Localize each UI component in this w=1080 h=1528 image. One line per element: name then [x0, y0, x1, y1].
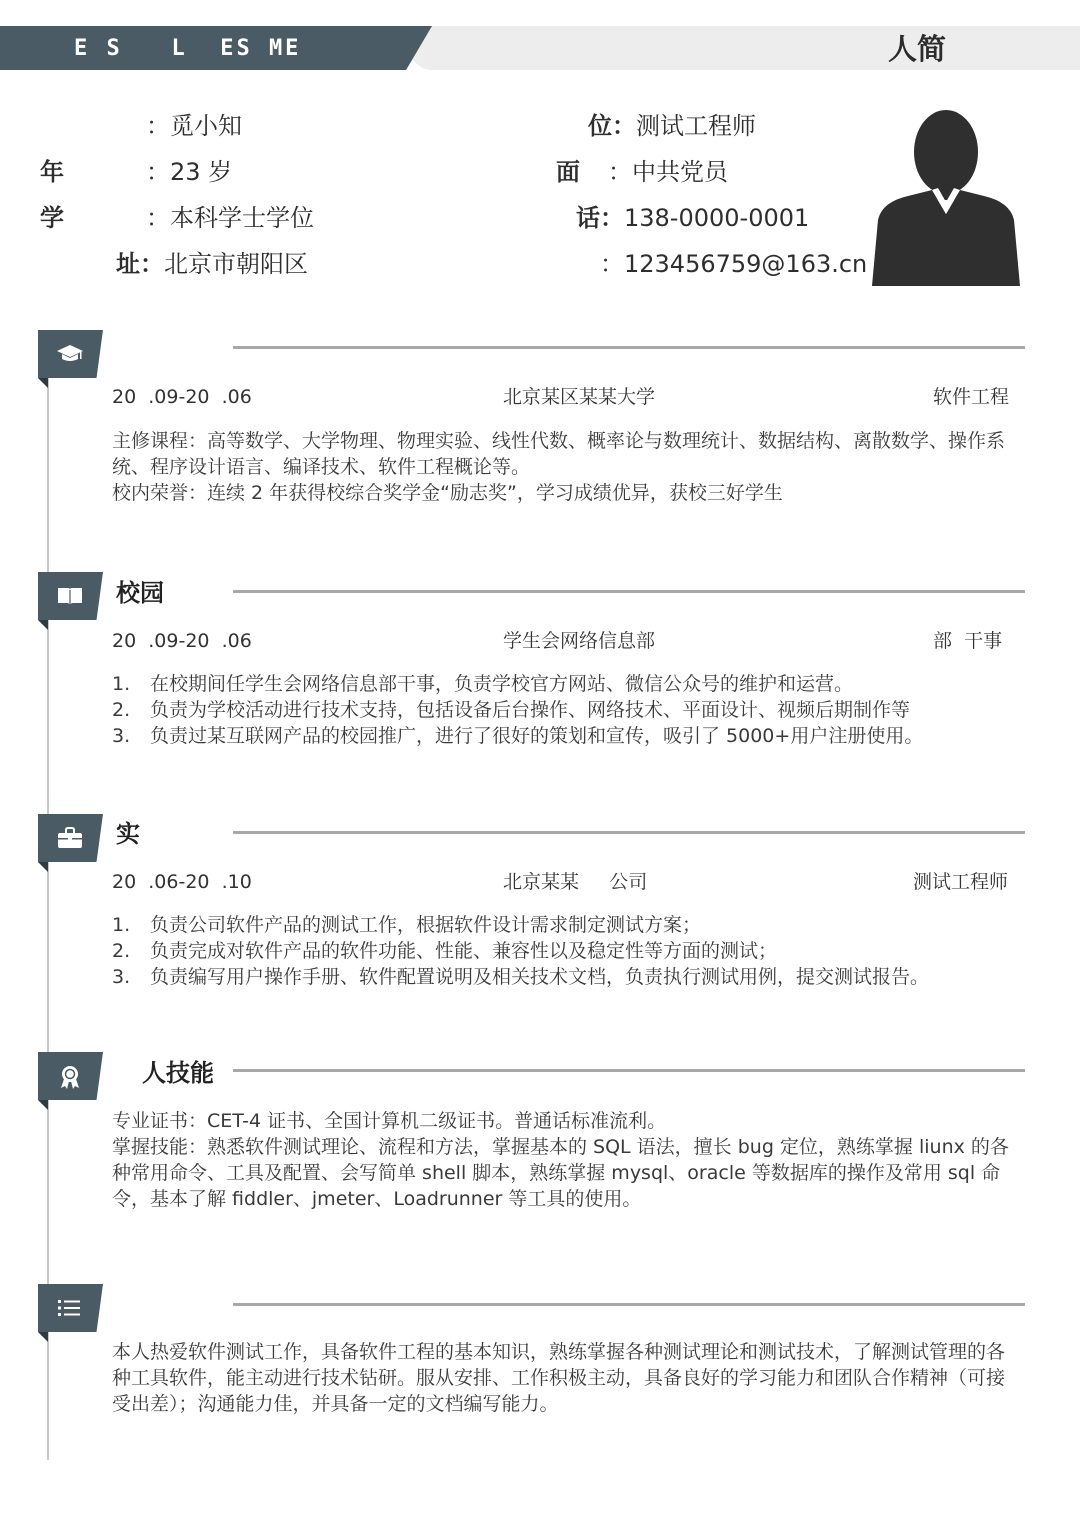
person-silhouette-icon [868, 102, 1024, 286]
profile-photo [868, 102, 1024, 286]
book-icon [56, 584, 84, 608]
internship-period: 20 .06-20 .10 [112, 871, 252, 893]
skills-rule [233, 1069, 1025, 1072]
skills-certificates: 专业证书：CET-4 证书、全国计算机二级证书。普通话标准流利。 [112, 1110, 667, 1132]
internship-title: 实 [116, 820, 140, 848]
internship-badge-tail [38, 862, 48, 872]
info-politics: ：中共党员 [608, 158, 728, 186]
list-item: 1. 在校期间任学生会网络信息部干事，负责学校官方网站、微信公众号的维护和运营。 [112, 673, 854, 695]
skills-abilities: 掌握技能：熟悉软件测试理论、流程和方法，掌握基本的 SQL 语法，擅长 bug 定位，熟练掌握 liunx 的各种常用命令、工具及配置、会写简单 shell 脚本，熟练掌握 mysql、oracle 等数据库的操作及常用 sql 命令，基本了解 fiddler、jmeter、Loadrunner 等工具的使用。 [112, 1136, 1009, 1210]
education-badge-tail [38, 378, 48, 388]
award-icon [56, 1064, 84, 1090]
education-badge [38, 330, 103, 378]
internship-duties-list [112, 912, 1022, 990]
list-item: 3. 负责编写用户操作手册、软件配置说明及相关技术文档，负责执行测试用例，提交测试报告。 [112, 966, 930, 988]
header-title-en: E S L ES ME [74, 36, 302, 61]
info-age-label: 年 [40, 158, 64, 186]
list-item: 2. 负责为学校活动进行技术支持，包括设备后台操作、网络技术、平面设计、视频后期制作等 [112, 699, 911, 721]
campus-org: 学生会网络信息部 [503, 630, 656, 652]
skills-title: 人技能 [142, 1059, 214, 1087]
skills-badge [38, 1052, 103, 1100]
education-rule [233, 346, 1025, 349]
internship-rule [233, 831, 1025, 834]
graduation-cap-icon [56, 342, 84, 366]
list-item: 3. 负责过某互联网产品的校园推广，进行了很好的策划和宣传，吸引了 5000+用户注册使用。 [112, 725, 924, 747]
info-name: ：觅小知 [146, 112, 242, 140]
education-courses: 主修课程：高等数学、大学物理、物理实验、线性代数、概率论与数理统计、数据结构、离散数学、操作系统、程序设计语言、编译技术、软件工程概论等。 [112, 430, 1006, 478]
campus-badge [38, 572, 103, 620]
info-position: 位：测试工程师 [588, 112, 756, 140]
education-honors: 校内荣誉：连续 2 年获得校综合奖学金“励志奖”，学习成绩优异，获校三好学生 [112, 482, 783, 504]
self-eval-badge [38, 1284, 103, 1332]
internship-badge [38, 814, 103, 862]
header-banner-right [410, 26, 1080, 70]
list-item: 2. 负责完成对软件产品的软件功能、性能、兼容性以及稳定性等方面的测试； [112, 940, 778, 962]
list-item: 1. 负责公司软件产品的测试工作，根据软件设计需求制定测试方案； [112, 914, 702, 936]
info-age: ：23 岁 [146, 158, 233, 186]
campus-title: 校园 [116, 579, 164, 607]
briefcase-icon [56, 826, 84, 850]
info-email: ：123456759@163.cn [600, 250, 868, 278]
internship-company: 北京某某 公司 [503, 871, 648, 893]
info-politics-label: 面 [556, 158, 580, 186]
self-eval-text: 本人热爱软件测试工作，具备软件工程的基本知识，熟练掌握各种测试理论和测试技术，了解测试管理的各种工具软件，能主动进行技术钻研。服从安排、工作积极主动，具备良好的学习能力和团队合作精神（可接受出差）；沟通能力佳，并具备一定的文档编写能力。 [112, 1341, 1006, 1415]
campus-period: 20 .09-20 .06 [112, 630, 252, 652]
list-icon [56, 1296, 84, 1320]
internship-role: 测试工程师 [913, 871, 1009, 893]
info-address: 址：北京市朝阳区 [116, 250, 308, 278]
education-period: 20 .09-20 .06 [112, 386, 252, 408]
info-degree: ：本科学士学位 [146, 204, 314, 232]
self-eval-badge-tail [38, 1332, 48, 1342]
education-major: 软件工程 [933, 386, 1010, 408]
education-school: 北京某区某某大学 [503, 386, 656, 408]
campus-rule [233, 590, 1025, 593]
info-phone: 话：138-0000-0001 [576, 204, 810, 232]
campus-duties-list [112, 671, 1022, 749]
campus-badge-tail [38, 620, 48, 630]
campus-role: 部 干事 [933, 630, 1003, 652]
skills-badge-tail [38, 1100, 48, 1110]
header-title-cn: 人简 [888, 32, 947, 66]
self-eval-rule [233, 1303, 1025, 1306]
info-degree-label: 学 [40, 204, 64, 232]
